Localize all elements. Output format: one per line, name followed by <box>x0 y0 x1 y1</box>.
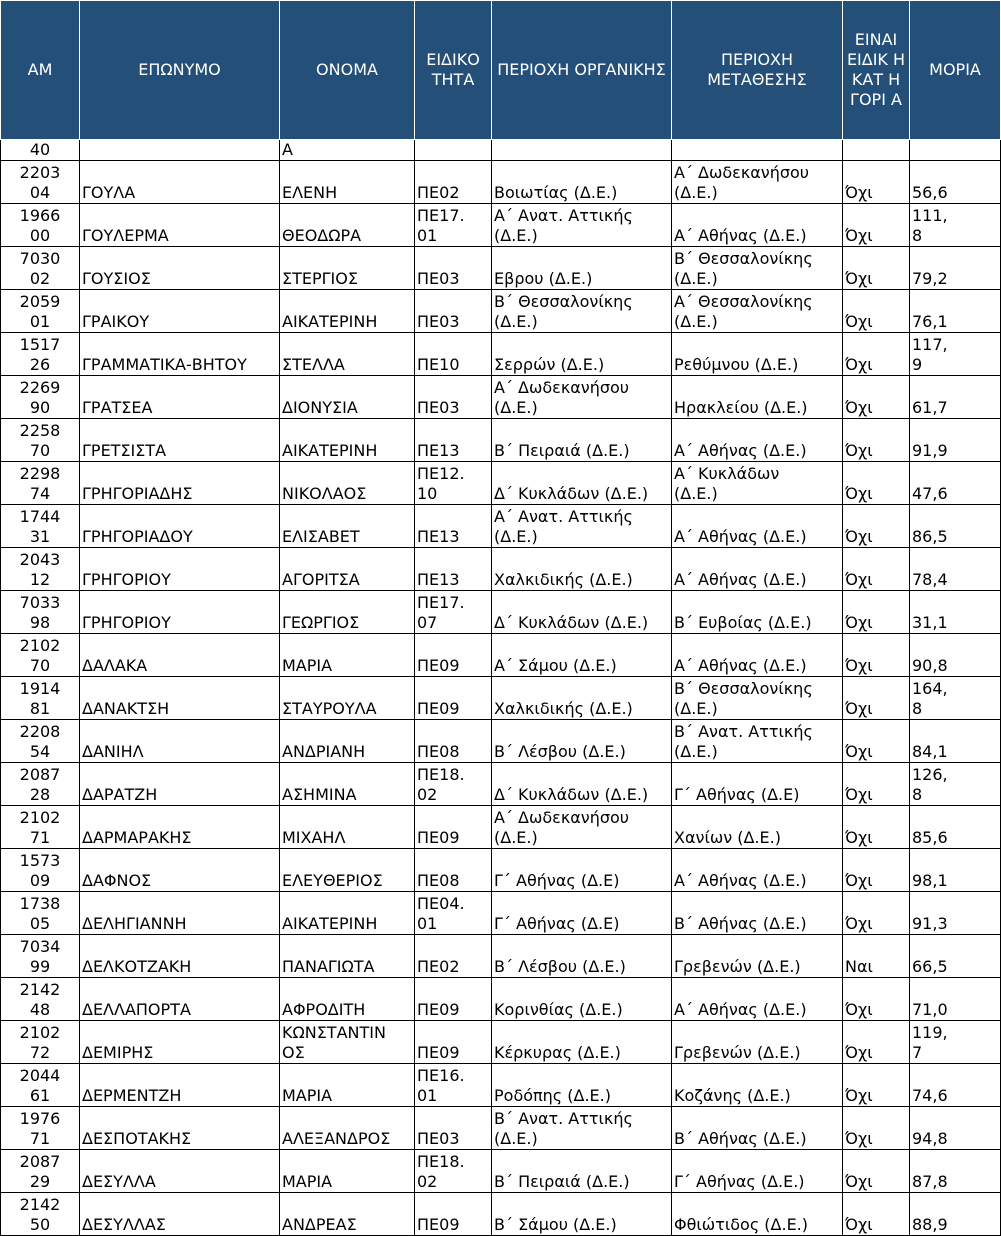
cell-special-category: Όχι <box>843 1150 910 1193</box>
table-row <box>1 419 1001 462</box>
cell-surname: ΔΑΛΑΚΑ <box>80 634 280 677</box>
cell-transfer-area: Γρεβενών (Δ.Ε.) <box>672 1021 843 1064</box>
cell-points: 31,1 <box>910 591 1001 634</box>
cell-am: 2298 74 <box>1 462 80 505</box>
cell-name: ΚΩΝΣΤΑΝΤΙΝ ΟΣ <box>280 1021 415 1064</box>
cell-surname: ΓΟΥΛΑ <box>80 161 280 204</box>
cell-name: ΑΙΚΑΤΕΡΙΝΗ <box>280 892 415 935</box>
cell-transfer-area: Α΄ Αθήνας (Δ.Ε.) <box>672 505 843 548</box>
cell-organic-area: Β΄ Ανατ. Αττικής (Δ.Ε.) <box>492 1107 672 1150</box>
table-row <box>1 247 1001 290</box>
table-row <box>1 720 1001 763</box>
cell-special-category <box>843 140 910 161</box>
table-row <box>1 505 1001 548</box>
cell-surname: ΔΕΜΙΡΗΣ <box>80 1021 280 1064</box>
cell-organic-area: Γ΄ Αθήνας (Δ.Ε) <box>492 892 672 935</box>
cell-name: ΣΤΑΥΡΟΥΛΑ <box>280 677 415 720</box>
cell-am: 7034 99 <box>1 935 80 978</box>
cell-points: 76,1 <box>910 290 1001 333</box>
cell-name: ΑΙΚΑΤΕΡΙΝΗ <box>280 419 415 462</box>
cell-am: 2269 90 <box>1 376 80 419</box>
cell-name: ΘΕΟΔΩΡΑ <box>280 204 415 247</box>
cell-am: 1976 71 <box>1 1107 80 1150</box>
cell-transfer-area: Γρεβενών (Δ.Ε.) <box>672 935 843 978</box>
cell-special-category: Όχι <box>843 849 910 892</box>
cell-name: ΕΛΕΝΗ <box>280 161 415 204</box>
cell-points: 111, 8 <box>910 204 1001 247</box>
cell-organic-area: Βοιωτίας (Δ.Ε.) <box>492 161 672 204</box>
cell-organic-area: Εβρου (Δ.Ε.) <box>492 247 672 290</box>
cell-name: ΜΙΧΑΗΛ <box>280 806 415 849</box>
cell-special-category: Όχι <box>843 376 910 419</box>
table-row <box>1 849 1001 892</box>
cell-name: ΑΝΔΡΙΑΝΗ <box>280 720 415 763</box>
cell-am: 2087 29 <box>1 1150 80 1193</box>
header-special-category: ΕΙΝΑΙ ΕΙΔΙΚ Η ΚΑΤ Η ΓΟΡΙ Α <box>843 1 910 140</box>
cell-special-category: Ναι <box>843 935 910 978</box>
table-row <box>1 204 1001 247</box>
header-name: ΟΝΟΜΑ <box>280 1 415 140</box>
table-row <box>1 892 1001 935</box>
cell-specialty: ΠΕ09 <box>415 677 492 720</box>
cell-specialty: ΠΕ13 <box>415 548 492 591</box>
cell-name: ΣΤΕΡΓΙΟΣ <box>280 247 415 290</box>
cell-specialty: ΠΕ17. 01 <box>415 204 492 247</box>
cell-surname: ΓΡΕΤΣΙΣΤΑ <box>80 419 280 462</box>
cell-name: Α <box>280 140 415 161</box>
cell-organic-area: Κορινθίας (Δ.Ε.) <box>492 978 672 1021</box>
cell-name: ΜΑΡΙΑ <box>280 1150 415 1193</box>
cell-am: 2102 72 <box>1 1021 80 1064</box>
cell-am: 2142 48 <box>1 978 80 1021</box>
table-row-continuation <box>1 140 1001 161</box>
cell-special-category: Όχι <box>843 548 910 591</box>
cell-special-category: Όχι <box>843 161 910 204</box>
header-specialty: ΕΙΔΙΚΟ ΤΗΤΑ <box>415 1 492 140</box>
cell-organic-area: Α΄ Σάμου (Δ.Ε.) <box>492 634 672 677</box>
cell-points: 74,6 <box>910 1064 1001 1107</box>
cell-points: 84,1 <box>910 720 1001 763</box>
cell-surname: ΔΕΡΜΕΝΤΖΗ <box>80 1064 280 1107</box>
cell-name: ΑΓΟΡΙΤΣΑ <box>280 548 415 591</box>
header-am: ΑΜ <box>1 1 80 140</box>
cell-organic-area: Β΄ Λέσβου (Δ.Ε.) <box>492 935 672 978</box>
cell-special-category: Όχι <box>843 806 910 849</box>
cell-special-category: Όχι <box>843 1107 910 1150</box>
table-row <box>1 591 1001 634</box>
cell-am: 1966 00 <box>1 204 80 247</box>
cell-am: 2059 01 <box>1 290 80 333</box>
table-row <box>1 548 1001 591</box>
cell-transfer-area: Α΄ Αθήνας (Δ.Ε.) <box>672 548 843 591</box>
cell-organic-area: Β΄ Θεσσαλονίκης (Δ.Ε.) <box>492 290 672 333</box>
cell-am: 2087 28 <box>1 763 80 806</box>
cell-surname: ΓΡΑΤΣΕΑ <box>80 376 280 419</box>
cell-surname: ΔΕΣΥΛΛΑΣ <box>80 1193 280 1236</box>
cell-am: 1744 31 <box>1 505 80 548</box>
cell-points: 71,0 <box>910 978 1001 1021</box>
cell-surname: ΔΑΝΙΗΛ <box>80 720 280 763</box>
table-row <box>1 677 1001 720</box>
cell-points: 91,9 <box>910 419 1001 462</box>
cell-am: 1738 05 <box>1 892 80 935</box>
table-row <box>1 978 1001 1021</box>
cell-surname: ΓΟΥΛΕΡΜΑ <box>80 204 280 247</box>
cell-organic-area: Β΄ Λέσβου (Δ.Ε.) <box>492 720 672 763</box>
cell-am: 2102 71 <box>1 806 80 849</box>
cell-surname: ΓΡΗΓΟΡΙΑΔΟΥ <box>80 505 280 548</box>
cell-name: ΠΑΝΑΓΙΩΤΑ <box>280 935 415 978</box>
cell-points: 56,6 <box>910 161 1001 204</box>
cell-organic-area: Δ΄ Κυκλάδων (Δ.Ε.) <box>492 763 672 806</box>
table-row <box>1 1021 1001 1064</box>
cell-surname: ΔΑΦΝΟΣ <box>80 849 280 892</box>
cell-transfer-area: Β΄ Αθήνας (Δ.Ε.) <box>672 1107 843 1150</box>
cell-points: 91,3 <box>910 892 1001 935</box>
cell-points <box>910 140 1001 161</box>
cell-am: 1517 26 <box>1 333 80 376</box>
cell-specialty: ΠΕ03 <box>415 290 492 333</box>
cell-transfer-area: Γ΄ Αθήνας (Δ.Ε.) <box>672 1150 843 1193</box>
cell-surname: ΔΑΡΜΑΡΑΚΗΣ <box>80 806 280 849</box>
cell-special-category: Όχι <box>843 204 910 247</box>
cell-transfer-area: Α΄ Κυκλάδων (Δ.Ε.) <box>672 462 843 505</box>
cell-special-category: Όχι <box>843 290 910 333</box>
cell-transfer-area: Α΄ Αθήνας (Δ.Ε.) <box>672 849 843 892</box>
cell-specialty: ΠΕ09 <box>415 806 492 849</box>
header-row <box>1 1 1001 140</box>
cell-special-category: Όχι <box>843 978 910 1021</box>
cell-surname: ΓΡΗΓΟΡΙΑΔΗΣ <box>80 462 280 505</box>
cell-points: 79,2 <box>910 247 1001 290</box>
cell-am: 1573 09 <box>1 849 80 892</box>
cell-transfer-area: Β΄ Αθήνας (Δ.Ε.) <box>672 892 843 935</box>
cell-special-category: Όχι <box>843 720 910 763</box>
cell-transfer-area: Γ΄ Αθήνας (Δ.Ε) <box>672 763 843 806</box>
cell-am: 2102 70 <box>1 634 80 677</box>
cell-organic-area: Α΄ Ανατ. Αττικής (Δ.Ε.) <box>492 204 672 247</box>
table-row <box>1 1150 1001 1193</box>
table-row <box>1 1193 1001 1236</box>
cell-points: 164, 8 <box>910 677 1001 720</box>
cell-am: 2044 61 <box>1 1064 80 1107</box>
cell-special-category: Όχι <box>843 892 910 935</box>
cell-specialty: ΠΕ18. 02 <box>415 763 492 806</box>
cell-specialty: ΠΕ08 <box>415 849 492 892</box>
cell-transfer-area: Β΄ Θεσσαλονίκης (Δ.Ε.) <box>672 677 843 720</box>
table-row <box>1 1107 1001 1150</box>
cell-name: ΑΝΔΡΕΑΣ <box>280 1193 415 1236</box>
cell-am: 2208 54 <box>1 720 80 763</box>
table-row <box>1 1064 1001 1107</box>
cell-organic-area: Α΄ Ανατ. Αττικής (Δ.Ε.) <box>492 505 672 548</box>
cell-specialty: ΠΕ09 <box>415 1021 492 1064</box>
cell-name: ΜΑΡΙΑ <box>280 1064 415 1107</box>
cell-special-category: Όχι <box>843 462 910 505</box>
cell-transfer-area: Α΄ Αθήνας (Δ.Ε.) <box>672 204 843 247</box>
cell-organic-area: Χαλκιδικής (Δ.Ε.) <box>492 548 672 591</box>
cell-am: 2203 04 <box>1 161 80 204</box>
header-surname: ΕΠΩΝΥΜΟ <box>80 1 280 140</box>
cell-specialty: ΠΕ03 <box>415 376 492 419</box>
cell-special-category: Όχι <box>843 419 910 462</box>
cell-am: 7030 02 <box>1 247 80 290</box>
cell-transfer-area: Χανίων (Δ.Ε.) <box>672 806 843 849</box>
cell-surname: ΓΡΑΜΜΑΤΙΚΑ-ΒΗΤΟΥ <box>80 333 280 376</box>
cell-organic-area: Σερρών (Δ.Ε.) <box>492 333 672 376</box>
cell-organic-area: Δ΄ Κυκλάδων (Δ.Ε.) <box>492 591 672 634</box>
cell-special-category: Όχι <box>843 247 910 290</box>
table-row <box>1 935 1001 978</box>
cell-points: 47,6 <box>910 462 1001 505</box>
cell-name: ΕΛΕΥΘΕΡΙΟΣ <box>280 849 415 892</box>
table-row <box>1 333 1001 376</box>
cell-surname: ΔΕΛΗΓΙΑΝΝΗ <box>80 892 280 935</box>
cell-organic-area: Α΄ Δωδεκανήσου (Δ.Ε.) <box>492 806 672 849</box>
cell-name: ΣΤΕΛΛΑ <box>280 333 415 376</box>
cell-specialty: ΠΕ12. 10 <box>415 462 492 505</box>
cell-transfer-area: Φθιώτιδος (Δ.Ε.) <box>672 1193 843 1236</box>
cell-points: 117, 9 <box>910 333 1001 376</box>
cell-transfer-area: Β΄ Ευβοίας (Δ.Ε.) <box>672 591 843 634</box>
cell-points: 61,7 <box>910 376 1001 419</box>
cell-points: 78,4 <box>910 548 1001 591</box>
cell-organic-area: Δ΄ Κυκλάδων (Δ.Ε.) <box>492 462 672 505</box>
cell-special-category: Όχι <box>843 1021 910 1064</box>
cell-points: 66,5 <box>910 935 1001 978</box>
cell-am: 1914 81 <box>1 677 80 720</box>
table-row <box>1 376 1001 419</box>
header-organic-area: ΠΕΡΙΟΧΗ ΟΡΓΑΝΙΚΗΣ <box>492 1 672 140</box>
cell-points: 86,5 <box>910 505 1001 548</box>
cell-specialty: ΠΕ04. 01 <box>415 892 492 935</box>
cell-name: ΑΙΚΑΤΕΡΙΝΗ <box>280 290 415 333</box>
cell-transfer-area <box>672 140 843 161</box>
cell-points: 94,8 <box>910 1107 1001 1150</box>
cell-specialty: ΠΕ10 <box>415 333 492 376</box>
cell-name: ΔΙΟΝΥΣΙΑ <box>280 376 415 419</box>
cell-surname: ΔΕΣΠΟΤΑΚΗΣ <box>80 1107 280 1150</box>
cell-specialty: ΠΕ17. 07 <box>415 591 492 634</box>
cell-special-category: Όχι <box>843 634 910 677</box>
cell-am: 2142 50 <box>1 1193 80 1236</box>
table-row <box>1 634 1001 677</box>
cell-name: ΜΑΡΙΑ <box>280 634 415 677</box>
cell-points: 87,8 <box>910 1150 1001 1193</box>
cell-transfer-area: Β΄ Θεσσαλονίκης (Δ.Ε.) <box>672 247 843 290</box>
header-points: ΜΟΡΙΑ <box>910 1 1001 140</box>
cell-organic-area: Α΄ Δωδεκανήσου (Δ.Ε.) <box>492 376 672 419</box>
cell-points: 98,1 <box>910 849 1001 892</box>
cell-surname: ΓΡΗΓΟΡΙΟΥ <box>80 591 280 634</box>
cell-transfer-area: Α΄ Αθήνας (Δ.Ε.) <box>672 634 843 677</box>
cell-transfer-area: Β΄ Ανατ. Αττικής (Δ.Ε.) <box>672 720 843 763</box>
cell-surname: ΔΑΝΑΚΤΣΗ <box>80 677 280 720</box>
cell-name: ΝΙΚΟΛΑΟΣ <box>280 462 415 505</box>
cell-surname: ΓΡΗΓΟΡΙΟΥ <box>80 548 280 591</box>
cell-am: 2258 70 <box>1 419 80 462</box>
cell-transfer-area: Α΄ Αθήνας (Δ.Ε.) <box>672 978 843 1021</box>
cell-special-category: Όχι <box>843 677 910 720</box>
cell-specialty: ΠΕ09 <box>415 1193 492 1236</box>
cell-am: 2043 12 <box>1 548 80 591</box>
cell-name: ΑΛΕΞΑΝΔΡΟΣ <box>280 1107 415 1150</box>
cell-special-category: Όχι <box>843 333 910 376</box>
table-row <box>1 161 1001 204</box>
cell-surname: ΔΕΛΚΟΤΖΑΚΗ <box>80 935 280 978</box>
cell-surname: ΔΕΛΛΑΠΟΡΤΑ <box>80 978 280 1021</box>
cell-organic-area: Γ΄ Αθήνας (Δ.Ε) <box>492 849 672 892</box>
cell-organic-area: Ροδόπης (Δ.Ε.) <box>492 1064 672 1107</box>
cell-name: ΑΦΡΟΔΙΤΗ <box>280 978 415 1021</box>
cell-am: 7033 98 <box>1 591 80 634</box>
table-row <box>1 462 1001 505</box>
cell-specialty: ΠΕ13 <box>415 505 492 548</box>
cell-special-category: Όχι <box>843 505 910 548</box>
cell-surname: ΔΑΡΑΤΖΗ <box>80 763 280 806</box>
cell-specialty: ΠΕ09 <box>415 634 492 677</box>
cell-transfer-area: Ρεθύμνου (Δ.Ε.) <box>672 333 843 376</box>
cell-surname: ΔΕΣΥΛΛΑ <box>80 1150 280 1193</box>
cell-name: ΓΕΩΡΓΙΟΣ <box>280 591 415 634</box>
table-row <box>1 763 1001 806</box>
cell-specialty <box>415 140 492 161</box>
cell-organic-area: Β΄ Πειραιά (Δ.Ε.) <box>492 419 672 462</box>
cell-points: 119, 7 <box>910 1021 1001 1064</box>
cell-special-category: Όχι <box>843 1064 910 1107</box>
cell-organic-area: Χαλκιδικής (Δ.Ε.) <box>492 677 672 720</box>
cell-transfer-area: Α΄ Αθήνας (Δ.Ε.) <box>672 419 843 462</box>
cell-organic-area: Κέρκυρας (Δ.Ε.) <box>492 1021 672 1064</box>
cell-transfer-area: Α΄ Δωδεκανήσου (Δ.Ε.) <box>672 161 843 204</box>
cell-surname: ΓΟΥΣΙΟΣ <box>80 247 280 290</box>
header-transfer-area: ΠΕΡΙΟΧΗ ΜΕΤΑΘΕΣΗΣ <box>672 1 843 140</box>
cell-specialty: ΠΕ02 <box>415 935 492 978</box>
cell-am: 40 <box>1 140 80 161</box>
cell-transfer-area: Ηρακλείου (Δ.Ε.) <box>672 376 843 419</box>
cell-special-category: Όχι <box>843 763 910 806</box>
cell-points: 85,6 <box>910 806 1001 849</box>
table-row <box>1 290 1001 333</box>
cell-special-category: Όχι <box>843 1193 910 1236</box>
cell-name: ΕΛΙΣΑΒΕΤ <box>280 505 415 548</box>
cell-specialty: ΠΕ09 <box>415 978 492 1021</box>
cell-points: 90,8 <box>910 634 1001 677</box>
cell-specialty: ΠΕ16. 01 <box>415 1064 492 1107</box>
cell-transfer-area: Κοζάνης (Δ.Ε.) <box>672 1064 843 1107</box>
cell-specialty: ΠΕ18. 02 <box>415 1150 492 1193</box>
cell-organic-area: Β΄ Σάμου (Δ.Ε.) <box>492 1193 672 1236</box>
cell-points: 126, 8 <box>910 763 1001 806</box>
cell-specialty: ΠΕ08 <box>415 720 492 763</box>
cell-organic-area: Β΄ Πειραιά (Δ.Ε.) <box>492 1150 672 1193</box>
cell-surname: ΓΡΑΙΚΟΥ <box>80 290 280 333</box>
cell-surname <box>80 140 280 161</box>
cell-specialty: ΠΕ13 <box>415 419 492 462</box>
cell-points: 88,9 <box>910 1193 1001 1236</box>
cell-organic-area <box>492 140 672 161</box>
cell-transfer-area: Α΄ Θεσσαλονίκης (Δ.Ε.) <box>672 290 843 333</box>
cell-special-category: Όχι <box>843 591 910 634</box>
cell-specialty: ΠΕ02 <box>415 161 492 204</box>
cell-name: ΑΣΗΜΙΝΑ <box>280 763 415 806</box>
cell-specialty: ΠΕ03 <box>415 1107 492 1150</box>
cell-specialty: ΠΕ03 <box>415 247 492 290</box>
table-row <box>1 806 1001 849</box>
